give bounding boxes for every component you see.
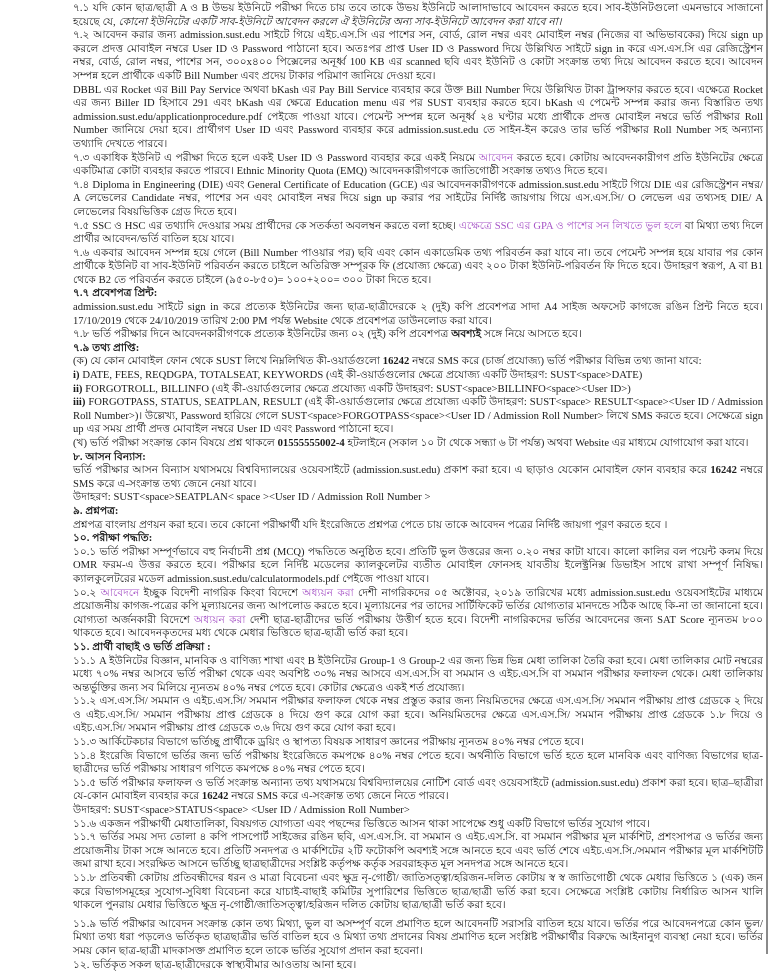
text-run: ১১.৭ ভর্তির সময় সদ্য তোলা ৪ কপি পাসপোর্ট সাইজের রঙিন ছবি, এস.এস.সি. বা সমমান ও এইচ.এস.সি. বা সমমান পরীক্ষার মূল মার্কশিট, প্রশংসাপত্র ও ভর্তির জন্য প্রয়োজনীয় টাকা সঙ্গে আনতে হবে। প্রতিটি সনদপত্র ও মার্কশিটের ২টি ফটোকপি অবশ্যই সঙ্গে আনতে হবে এবং ভর্তি শেষে এইচ.এস.সি./সমমান পরীক্ষার মূল মার্কশিটটি জমা রাখা হবে। সংরক্ষিত আসনে ভর্তিচ্ছু ছাত্রছাত্রীদের সংশ্লিষ্ট কর্তৃপক্ষ কর্তৃক সরবরাহকৃত মূল সনদপত্র সঙ্গে আনতে হবে। (73, 832, 763, 871)
text-run: ১১.৩ আর্কিটেকচার বিভাগে ভর্তিচ্ছু প্রার্থীকে ড্রয়িং ও স্থাপত্য বিষয়ক সাধারণ জ্ঞানের পরীক্ষায় ন্যূনতম ৪০% নম্বর পেতে হবে। (73, 737, 584, 749)
text-run: উদাহরণ: SUST<space>SEATPLAN< space ><User ID / Admission Roll Number > (73, 492, 431, 504)
section-11-6 (73, 818, 763, 832)
section-11-2 (73, 695, 763, 736)
text-run: 16242 (382, 356, 410, 368)
text-run: 16242 (201, 791, 229, 803)
text-run: বা মিথ্যা তথ্য দিলে প্রার্থীর আবেদন/ভর্তি বাতিল হয়ে যাবে। (73, 220, 763, 246)
section-12 (73, 959, 763, 972)
text-run: প্রশ্নপত্র বাংলায় প্রণয়ন করা হবে। তবে কোনো পরীক্ষার্থী যদি ইংরেজিতে প্রশ্নপত্র পেতে চায় তাকে আবেদন পত্রের নির্দিষ্ট জায়গা পূরণ করতে হবে । (73, 519, 668, 531)
section-11-9 (73, 918, 763, 959)
text-run: সঙ্গে নিয়ে আসতে হবে। (481, 329, 582, 341)
para-7-9-kha (73, 437, 763, 451)
text-run: ১১.৬ একজন পরীক্ষার্থী মেধাতালিকা, বিষয়গত যোগ্যতা এবং পছন্দের ভিত্তিতে আসন থাকা সাপেক্ষে শুধু একটি বিভাগে ভর্তির সুযোগ পাবে। (73, 818, 650, 830)
text-run: ৭.২ আবেদন করার জন্য admission.sust.edu সাইটে গিয়ে এইচ.এস.সি এর পাশের সন, বোর্ড, রোল নম্বর এবং মোবাইল নম্বর (নিজের বা অভিভাবকের) দিয়ে sign up করলে প্রদত্ত মোবাইল নম্বরে User ID ও Password পাঠানো হবে। অতঃপর প্রাপ্ত User ID ও Password দিয়ে উল্লিখিত সাইটে sign in করে এস.এস.সি এর রেজিস্ট্রেশন নম্বর, বোর্ড, রোল নম্বর, পাশের সন, ৩০০x৪০০ পিক্সেলের অনূর্ধ্ব 100 KB এর scanned ছবি এবং ইউনিট ও কোটা সংক্রান্ত তথ্য দিয়ে আবেদন করতে হবে। আবেদন সম্পন্ন হলে প্রার্থীকে একটি Bill Number এবং প্রদেয় টাকার পরিমাণ জানিয়ে দেওয়া হবে। (73, 30, 763, 82)
text-run: ৭.৭ প্রবেশপত্র প্রিন্ট: (73, 288, 158, 300)
text-run: 16242 (710, 465, 737, 477)
section-8-body (73, 464, 763, 491)
section-7-7-body (73, 301, 763, 328)
text-run: দেশী ছাত্র-ছাত্রীদের ভর্তি পরীক্ষায় উত্তীর্ণ হতে হবে। বিদেশী নাগরিকদের ভর্তির আবেদনের জন্য SAT Score ন্যূনতম ৮০০ থাকতে হবে। আবেদনকৃতদের মধ্য থেকে মেধার ভিত্তিতে ছাত্র-ছাত্রী ভর্তি করা হবে। (73, 614, 763, 640)
text-run: FORGOTROLL, BILLINFO (এই কী-ওয়ার্ডগুলোর ক্ষেত্রে প্রযোজ্য একটি উদাহরণ: SUST<space>BILLINFO<space><User ID>) (82, 383, 631, 395)
text-run: ১১.১ A ইউনিটের বিজ্ঞান, মানবিক ও বাণিজ্য শাখা এবং B ইউনিটের Group-1 ও Group-2 এর জন্য ভিন্ন ভিন্ন মেধা তালিকা তৈরি করা হবে। মেধা তালিকার মোট নম্বরের মধ্যে ৭০% নম্বর আসবে ভর্তি পরীক্ষা থেকে এবং অবশিষ্ট ৩০% নম্বর আসবে এস.এস.সি বা সমমান ও এইচ.এস.সি বা সমমান পরীক্ষার ফলাফল থেকে। মেধা তালিকায় অন্তর্ভুক্তির জন্য সব মিলিয়ে ন্যূনতম ৪০% নম্বর পেতে হবে। কোটার ক্ষেত্রেও একই শর্ত প্রযোজ্য। (73, 655, 763, 694)
text-run: ১১.৪ ইংরেজি বিভাগে ভর্তির জন্য ভর্তি পরীক্ষায় ইংরেজিতে কমপক্ষে ৪০% নম্বর পেতে হবে। অর্থনীতি বিভাগে ভর্তি হতে হলে মানবিক এবং বাণিজ্য বিভাগের ছাত্র-ছাত্রীদের ভর্তি পরীক্ষায় সাধারণ গণিতে কমপক্ষে ৪০% নম্বর পেতে হবে। (73, 750, 763, 776)
highlighted-text: অধ্যয়ন করা (194, 614, 246, 626)
section-9-heading (73, 505, 763, 519)
section-7-1 (73, 2, 763, 29)
section-9-body (73, 519, 763, 533)
highlighted-text: আবেদনে (100, 587, 140, 599)
document-body (73, 2, 763, 972)
text-run: ১০. পরীক্ষা পদ্ধতি: (73, 533, 153, 545)
para-7-9-ka (73, 355, 763, 369)
text-run: ১১. প্রার্থী বাছাই ও ভর্তি প্রক্রিয়া : (73, 641, 211, 653)
text-run: ৭.৮ ভর্তি পরীক্ষার দিনে আবেদনকারীগণকে প্রত্যেক ইউনিটের জন্য ০২ (দুই) কপি প্রবেশপত্র (73, 329, 452, 341)
section-10-2 (73, 587, 763, 641)
section-7-3 (73, 152, 763, 179)
text-run: হটলাইনে (সকাল ১০ টা থেকে সন্ধ্যা ৬ টা পর্যন্ত) অথবা Website এর মাধ্যমে যোগাযোগ করা যাবে। (344, 438, 749, 449)
text-run: (খ) ভর্তি পরীক্ষা সংক্রান্ত কোন বিষয়ে প্রশ্ন থাকলে (73, 438, 278, 449)
text-run: কোনো ইউনিটের একটি সাব-ইউনিটে আবেদন করলে ঐ ইউনিটের অন্য সাব-ইউনিটে আবেদন করা যাবে না। (118, 16, 562, 28)
text-run: iii) (73, 397, 86, 409)
text-run: ১০.১ ভর্তি পরীক্ষা সম্পূর্ণভাবে বহু নির্বাচনী প্রশ্ন (MCQ) পদ্ধতিতে অনুষ্ঠিত হবে। প্রতিটি ভুল উত্তরের জন্য ০.২০ নম্বর কাটা যাবে। কালো কালির বল পয়েন্ট কলম দিয়ে OMR ফরম-এ উত্তর করতে হবে। পরীক্ষার হলে নির্দিষ্ট মডেলের ক্যালকুলেটর ব্যতীত মোবাইল ফোনসহ যাবতীয় ইলেক্ট্রনিক্স ডিভাইস সাথে রাখা সম্পূর্ণ নিষিদ্ধ। ক্যালকুলেটরের মডেল admission.sust.edu/calculatormodels.pdf পেইজে পাওয়া যাবে। (73, 546, 763, 585)
text-run: নম্বরে SMS করে এ-সংক্রান্ত তথ্য জেনে নিতে পারবে। (228, 791, 449, 803)
text-run: নম্বরে SMS করে এ-সংক্রান্ত তথ্য জেনে নেয়া যাবে। (73, 465, 764, 490)
text-run: DBBL এর Rocket এর Bill Pay Service অথবা bKash এর Pay Bill Service ব্যবহার করে উক্ত Bill Number দিয়ে উল্লিখিত টাকা ট্রান্সফার করতে হবে। এক্ষেত্রে Rocket এর জন্য Biller ID হিসাবে 291 এবং bKash এর ক্ষেত্রে Education menu এর পর SUST ব্যবহার করতে হবে। bKash এ পেমেন্ট সম্পন্ন করার জন্য বিস্তারিত তথ্য admission.sust.edu/applicationprocedure.pdf পেইজে পাওয়া যাবে। পেমেন্ট সম্পন্ন হলে অনূর্ধ্ব ২৪ ঘণ্টার মধ্যে প্রার্থীকে প্রদত্ত মোবাইল নম্বরে ভর্তি পরীক্ষার Roll Number জানিয়ে দেয়া হবে। প্রার্থীগণ User ID এবং Password ব্যবহার করে admission.sust.edu তে সাইন-ইন করেও তার ভর্তি পরীক্ষার Roll Number সহ অন্যান্য তথ্যাদি দেখতে পারবে। (73, 84, 763, 150)
text-run: দেশী নাগরিকদের ০৫ অক্টোবর, ২০১৯ তারিখের মধ্যে admission.sust.edu ওয়েবসাইটের মাধ্যমে প্রয়োজনীয় কাগজ-পত্রের কপি মূল্যায়নের জন্য আপলোড করতে হবে। মূল্যায়নের পর তাদের সার্টিফিকেট ভর্তির যোগ্যতার মানদন্ডে সঠিক আছে কি-না তা জানানো হবে। যোগ্যতা অর্জনকারী বিদেশে (73, 587, 763, 626)
para-seatplan-example (73, 491, 763, 505)
text-run: FORGOTPASS, STATUS, SEATPLAN, RESULT (এই কী-ওয়ার্ডগুলোর ক্ষেত্রে প্রযোজ্য একটি উদাহরণ: SUST<space> RESULT<space><User ID / Admission Roll Number>)। উল্লেখ্য, Password হারিয়ে গেলে SUST<space>FORGOTPASS<space><User ID / Admission Roll Number> লিখে SMS করতে হবে। সেক্ষেত্রে sign up এর সময় প্রার্থী প্রদত্ত মোবাইল নম্বরে User ID এবং Password পাঠানো হবে। (73, 397, 763, 436)
text-run: ১১.৮ প্রতিবন্ধী কোটায় প্রতিবন্ধীদের ধরন ও মাত্রা বিবেচনা এবং ক্ষুদ্র নৃ-গোষ্ঠী/ জাতিসত্ত্বা/হরিজন-দলিত কোটায় স্ব স্ব জাতিগোষ্ঠী থেকে মেধার ভিত্তিতে ১ (এক) জন করে বিভাগসমূহের সুযোগ-সুবিধা বিবেচনা করে যাচাই-বাছাই কমিটির সুপারিশের ভিত্তিতে ছাত্র/ছাত্রী ভর্তি করা হবে। সেক্ষেত্রে সংশ্লিষ্ট কোটায় নির্ধারিত আসন খালি থাকলে পুনরায় মেধার ভিত্তিতে ক্ষুদ্র নৃ-গোষ্ঠী/জাতিসত্ত্বা/হরিজন দলিত কোটায় ছাত্র/ছাত্রী ভর্তি করা হবে। (73, 873, 763, 912)
text-run: admission.sust.edu সাইটে sign in করে প্রত্যেক ইউনিটের জন্য ছাত্র-ছাত্রীদেরকে ২ (দুই) কপি প্রবেশপত্র সাদা A4 সাইজ অফসেট কাগজে রঙিন প্রিন্ট নিতে হবে। 17/10/2019 থেকে 24/10/2019 তারিখ 2:00 PM পর্যন্ত Website থেকে প্রবেশপত্র ডাউনলোড করা যাবে। (73, 302, 763, 327)
section-7-2 (73, 29, 763, 83)
highlighted-text: আবেদন (478, 152, 514, 164)
text-run: ভর্তি পরীক্ষার আসন বিন্যাস যথাসময়ে বিশ্ববিদ্যালয়ের ওয়েবসাইটে (admission.sust.edu) প্রকাশ করা হবে। এ ছাড়াও যেকোন মোবাইল ফোন ব্যবহার করে (73, 465, 711, 477)
text-run: অবশ্যই (451, 329, 482, 341)
section-11-3 (73, 736, 763, 750)
text-run: (ক) যে কোন মোবাইল ফোন থেকে SUST লিখে নিম্নলিখিত কী-ওয়ার্ডগুলো (73, 356, 383, 368)
text-run: ১২. ভর্তিকৃত সকল ছাত্র-ছাত্রীদেরকে স্বাস্থ্যবীমার আওতায় আনা হবে। (73, 959, 357, 971)
highlighted-text: অধ্যয়ন করা (302, 587, 354, 599)
para-status-example (73, 804, 763, 818)
text-run: ১১.২ এস.এস.সি/ সমমান ও এইচ.এস.সি/ সমমান পরীক্ষার ফলাফল থেকে নম্বর প্রস্তুত করার জন্য নিয়মিতদের ক্ষেত্রে এস.এস.সি/ সমমান পরীক্ষায় প্রাপ্ত গ্রেডকে ২ দিয়ে ও এইচ.এস.সি/ সমমান পরীক্ষায় প্রাপ্ত গ্রেডকে ৪ দিয়ে গুণ করে যোগ করা হবে। অনিয়মিতদের ক্ষেত্রে এস.এস.সি/ সমমান পরীক্ষায় প্রাপ্ত গ্রেডকে ১.৮ দিয়ে ও এইচ.এস.সি/ সমমান পরীক্ষায় প্রাপ্ত গ্রেডকে ৩.৬ দিয়ে গুণ করে যোগ করা হবে। (73, 696, 763, 735)
section-7-9-heading (73, 342, 763, 356)
para-keyword-iii (73, 396, 763, 437)
section-11-heading (73, 641, 763, 655)
text-run: ১১.৫ ভর্তি পরীক্ষার ফলাফল ও ভর্তি সংক্রান্ত অন্যান্য তথ্য যথাসময়ে বিশ্ববিদ্যালয়ের নোটিশ বোর্ড এবং ওয়েবসাইটে (admission.sust.edu) প্রকাশ করা হবে। ছাত্র–ছাত্রীরা যে-কোন মোবাইল ব্যবহার করে (73, 777, 763, 803)
text-run: ইচ্ছুক বিদেশী নাগরিক কিংবা বিদেশে (139, 587, 303, 599)
section-7-4 (73, 179, 763, 220)
section-7-5 (73, 220, 763, 247)
text-run: ৭.৬ একবার আবেদন সম্পন্ন হয়ে গেলে (Bill Number পাওয়ার পর) ছবি এবং কোন একাডেমিক তথ্য পরিবর্তন করা যাবে না। তবে পেমেন্ট সম্পন্ন হয়ে যাবার পর কোন প্রার্থীকে ইউনিট বা সাব-ইউনিট পরিবর্তন করতে চাইলে অতিরিক্ত সম্পূরক ফি (প্রযোজ্য ক্ষেত্রে) এবং ২০০ টাকা ইউনিট-পরিবর্তন ফি দিতে হবে। উদাহরণ স্বরূপ, A বা B1 থেকে B2 তে পরিবর্তন করতে চাইলে (৯৫০-৮৫০)= ১০০+২০০= ৩০০ টাকা দিতে হবে। (73, 247, 763, 286)
text-run: 01555555002-4 (277, 438, 345, 449)
text-run: ৭.৩ একাধিক ইউনিট এ পরীক্ষা দিতে হলে একই User ID ও Password ব্যবহার করে একই নিয়মে (73, 152, 479, 164)
section-11-5 (73, 777, 763, 804)
text-run: ৭.৯ তথ্য প্রাপ্তি: (73, 342, 140, 354)
text-run: ৮. আসন বিন্যাস: (73, 451, 146, 463)
para-keyword-ii (73, 383, 763, 397)
text-run: ii) (73, 383, 83, 395)
text-run: উদাহরণ: SUST<space>STATUS<space> <User ID / Admission Roll Number> (73, 805, 410, 817)
highlighted-text: এক্ষেত্রে SSC এর GPA ও পাশের সন লিখতে ভুল হলে (458, 220, 682, 232)
text-run: ৭.১ যদি কোন ছাত্র/ছাত্রী A ও B উভয় ইউনিটে পরীক্ষা দিতে চায় তবে তাকে উভয় ইউনিটে আলাদাভাবে আবেদন করতে হবে। সাব-ইউনিটগুলো এমনভাবে সাজানো হয়েছে যে, (73, 3, 763, 28)
section-11-1 (73, 655, 763, 696)
section-7-6 (73, 247, 763, 288)
section-7-8 (73, 328, 763, 342)
section-7-7-heading (73, 287, 763, 301)
text-run: নম্বরে SMS করে (চার্জ প্রযোজ্য) ভর্তি পরীক্ষার বিভিন্ন তথ্য জানা যাবে: (409, 356, 702, 368)
section-10-1 (73, 546, 763, 587)
text-run: করতে হবে। কোটায় আবেদনকারীগণ প্রতি ইউনিটের ক্ষেত্রে একটিমাত্র কোটা ব্যবহার করতে পারবে। Ethnic Minority Quota (EMQ) আবেদনকারীগণকে জাতিগোষ্ঠী সংক্রান্ত তথ্যও দিতে হবে। (73, 152, 763, 178)
section-8-heading (73, 451, 763, 465)
para-keyword-i (73, 369, 763, 383)
text-run: DATE, FEES, REQDGPA, TOTALSEAT, KEYWORDS (এই কী-ওয়ার্ডগুলোর ক্ষেত্রে প্রযোজ্য একটি উদাহরণ: SUST<space>DATE) (79, 370, 643, 382)
section-11-4 (73, 750, 763, 777)
text-run: ১০.২ (73, 587, 101, 599)
section-11-8 (73, 872, 763, 913)
section-11-7 (73, 831, 763, 872)
text-run: ১১.৯ ভর্তি পরীক্ষার আবেদন সংক্রান্ত কোন তথ্য মিথ্যা, ভুল বা অসম্পূর্ণ বলে প্রমাণিত হলে আবেদনটি সরাসরি বাতিল হয়ে যাবে। ভর্তির পরে আবেদনপত্রে কোন ভুল/ মিথ্যা তথ্য ধরা পড়লেও ভর্তিকৃত ছাত্রছাত্রীর ভর্তি বাতিল হবে ও মিথ্যা তথ্য প্রদানের বিষয় প্রমাণিত হলে সংশ্লিষ্ট পরীক্ষার্থীর বিরুদ্ধে আইনানুগ ব্যবস্থা নেয়া হবে। ভর্তির সময় কোন ছাত্র-ছাত্রী মাদকাসক্ত প্রমাণিত হলে তাকে ভর্তির সুযোগ প্রদান করা হবেনা। (73, 918, 763, 957)
text-run: ৯. প্রশ্নপত্র: (73, 505, 119, 517)
para-payment-procedure (73, 84, 763, 152)
text-run: i) (73, 370, 80, 382)
text-run: ৭.৫ SSC ও HSC এর তথ্যাদি দেওয়ার সময় প্রার্থীদের কে সতর্কতা অবলম্বন করতে বলা হচ্ছে। (73, 220, 459, 232)
section-10-heading (73, 532, 763, 546)
text-run: ৭.৪ Diploma in Engineering (DIE) এবং General Certificate of Education (GCE) এর আবেদনকারীগণকে admission.sust.edu সাইটে গিয়ে DIE এর রেজিস্ট্রেশন নম্বর/ A লেভেলের Candidate নম্বর, পাশের সন এবং মোবাইল নম্বর দিয়ে sign up করার পর সাইটের নির্দিষ্ট জায়গায় গিয়ে এস.এস.সি/ O লেভেল এর তথ্যসহ DIE/ A লেভেলের বিষয়ভিত্তিক গ্রেড দিতে হবে। (73, 179, 763, 218)
